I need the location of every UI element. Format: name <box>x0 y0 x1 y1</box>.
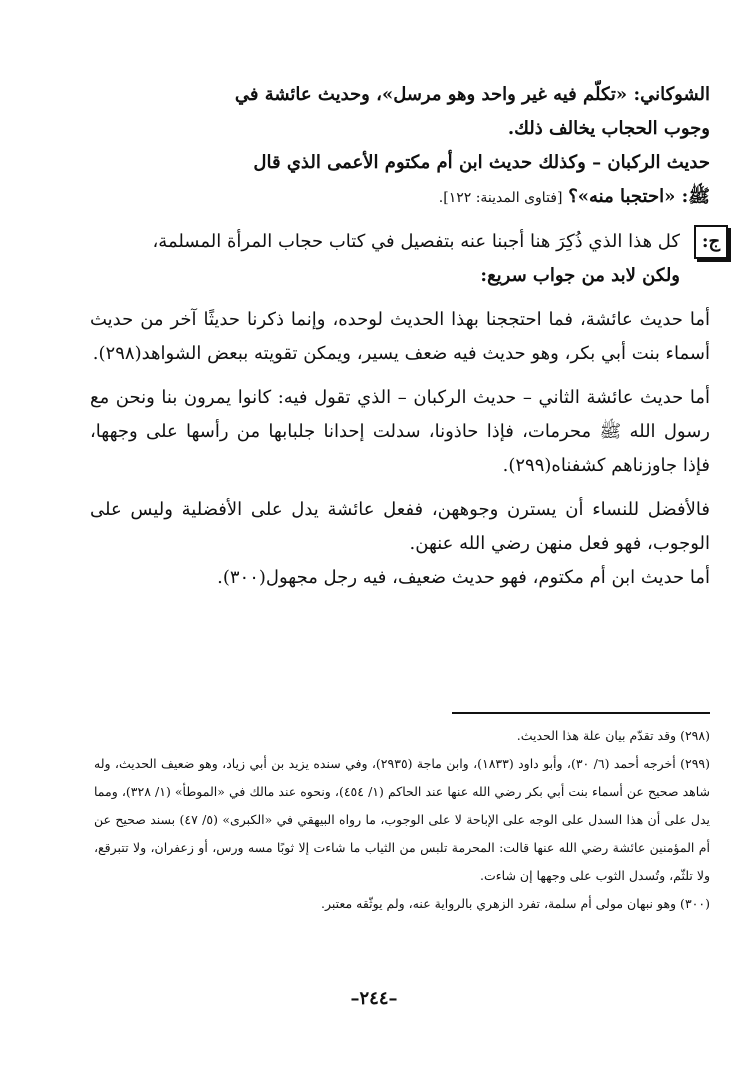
footnote-299: (٢٩٩) أخرجه أحمد (٦/ ٣٠)، وأبو داود (١٨٣٣)، وابن ماجة (٢٩٣٥)، وفي سنده يزيد بن أبي زياد، وهو ضعيف الحديث، وله شاهد صحيح عن أسماء بنت أبي بكر رضي الله عنها عند الحاكم (١/ ٤٥٤)، ونحوه عند مالك في «الموطأ» (١/ ٣٢٨)، ومما يدل على أن هذا السدل على الوجه على الإباحة لا على الوجوب، ما رواه البيهقي في «الكبرى» (٥/ ٤٧) بسند صحيح عن أم المؤمنين عائشة رضي الله عنها قالت: المحرمة تلبس من الثياب ما شاءت إلا ثوبًا مسه ورس، أو زعفران، ولا تتبرقع، ولا تلثّم، وتُسدل الثوب على وجهها إن شاءت. <box>94 756 711 883</box>
question-reference: [فتاوى المدينة: ١٢٢]. <box>438 190 563 206</box>
footnote-298: (٢٩٨) وقد تقدّم بيان علة هذا الحديث. <box>516 728 710 743</box>
footnotes <box>94 712 710 918</box>
paragraph-aisha-hadith: أما حديث عائشة، فما احتججنا بهذا الحديث لوحده، وإنما ذكرنا حديثًا آخر من حديث أسماء بنت أبي بكر، وهو حديث فيه ضعف يسير، ويمكن تقويته ببعض الشواهد(٢٩٨). <box>90 309 710 364</box>
main-text <box>90 78 721 595</box>
footnote-300: (٣٠٠) وهو نبهان مولى أم سلمة، تفرد الزهري بالرواية عنه، ولم يوثّقه معتبر. <box>321 896 710 911</box>
question-line-2: وجوب الحجاب يخالف ذلك. <box>507 118 710 139</box>
question-line-3: حديث الركبان – وكذلك حديث ابن أم مكتوم الأعمى الذي قال <box>253 152 710 173</box>
paragraph-riders-hadith: أما حديث عائشة الثاني – حديث الركبان – الذي تقول فيه: كانوا يمرون بنا ونحن مع رسول الله ﷺ محرمات، فإذا حاذونا، سدلت إحدانا جلبابها من رأسها على وجهها، فإذا جاوزناهم كشفناه(٢٩٩). <box>90 387 710 476</box>
paragraph-preference: فالأفضل للنساء أن يسترن وجوههن، ففعل عائشة يدل على الأفضلية وليس على الوجوب، فهو فعل منهن رضي الله عنهن. <box>90 499 710 554</box>
page-number: –٢٤٤– <box>350 988 398 1009</box>
answer-line-2: ولكن لابد من جواب سريع: <box>480 265 680 286</box>
footnote-divider <box>452 712 710 714</box>
answer-line-1: كل هذا الذي ذُكِرَ هنا أجبنا عنه بتفصيل في كتاب حجاب المرأة المسلمة، <box>152 231 680 252</box>
answer-intro <box>90 225 680 293</box>
answer-badge: ج: <box>694 225 728 259</box>
question-line-1: الشوكاني: «تكلّم فيه غير واحد وهو مرسل»، وحديث عائشة في <box>234 84 710 105</box>
question-quote: ﷺ: «احتجبا منه»؟ <box>568 186 710 207</box>
question-line-4 <box>90 180 710 215</box>
answer-block <box>90 225 721 293</box>
paragraph-ibn-umm-maktum: أما حديث ابن أم مكتوم، فهو حديث ضعيف، فيه رجل مجهول(٣٠٠). <box>217 567 710 588</box>
